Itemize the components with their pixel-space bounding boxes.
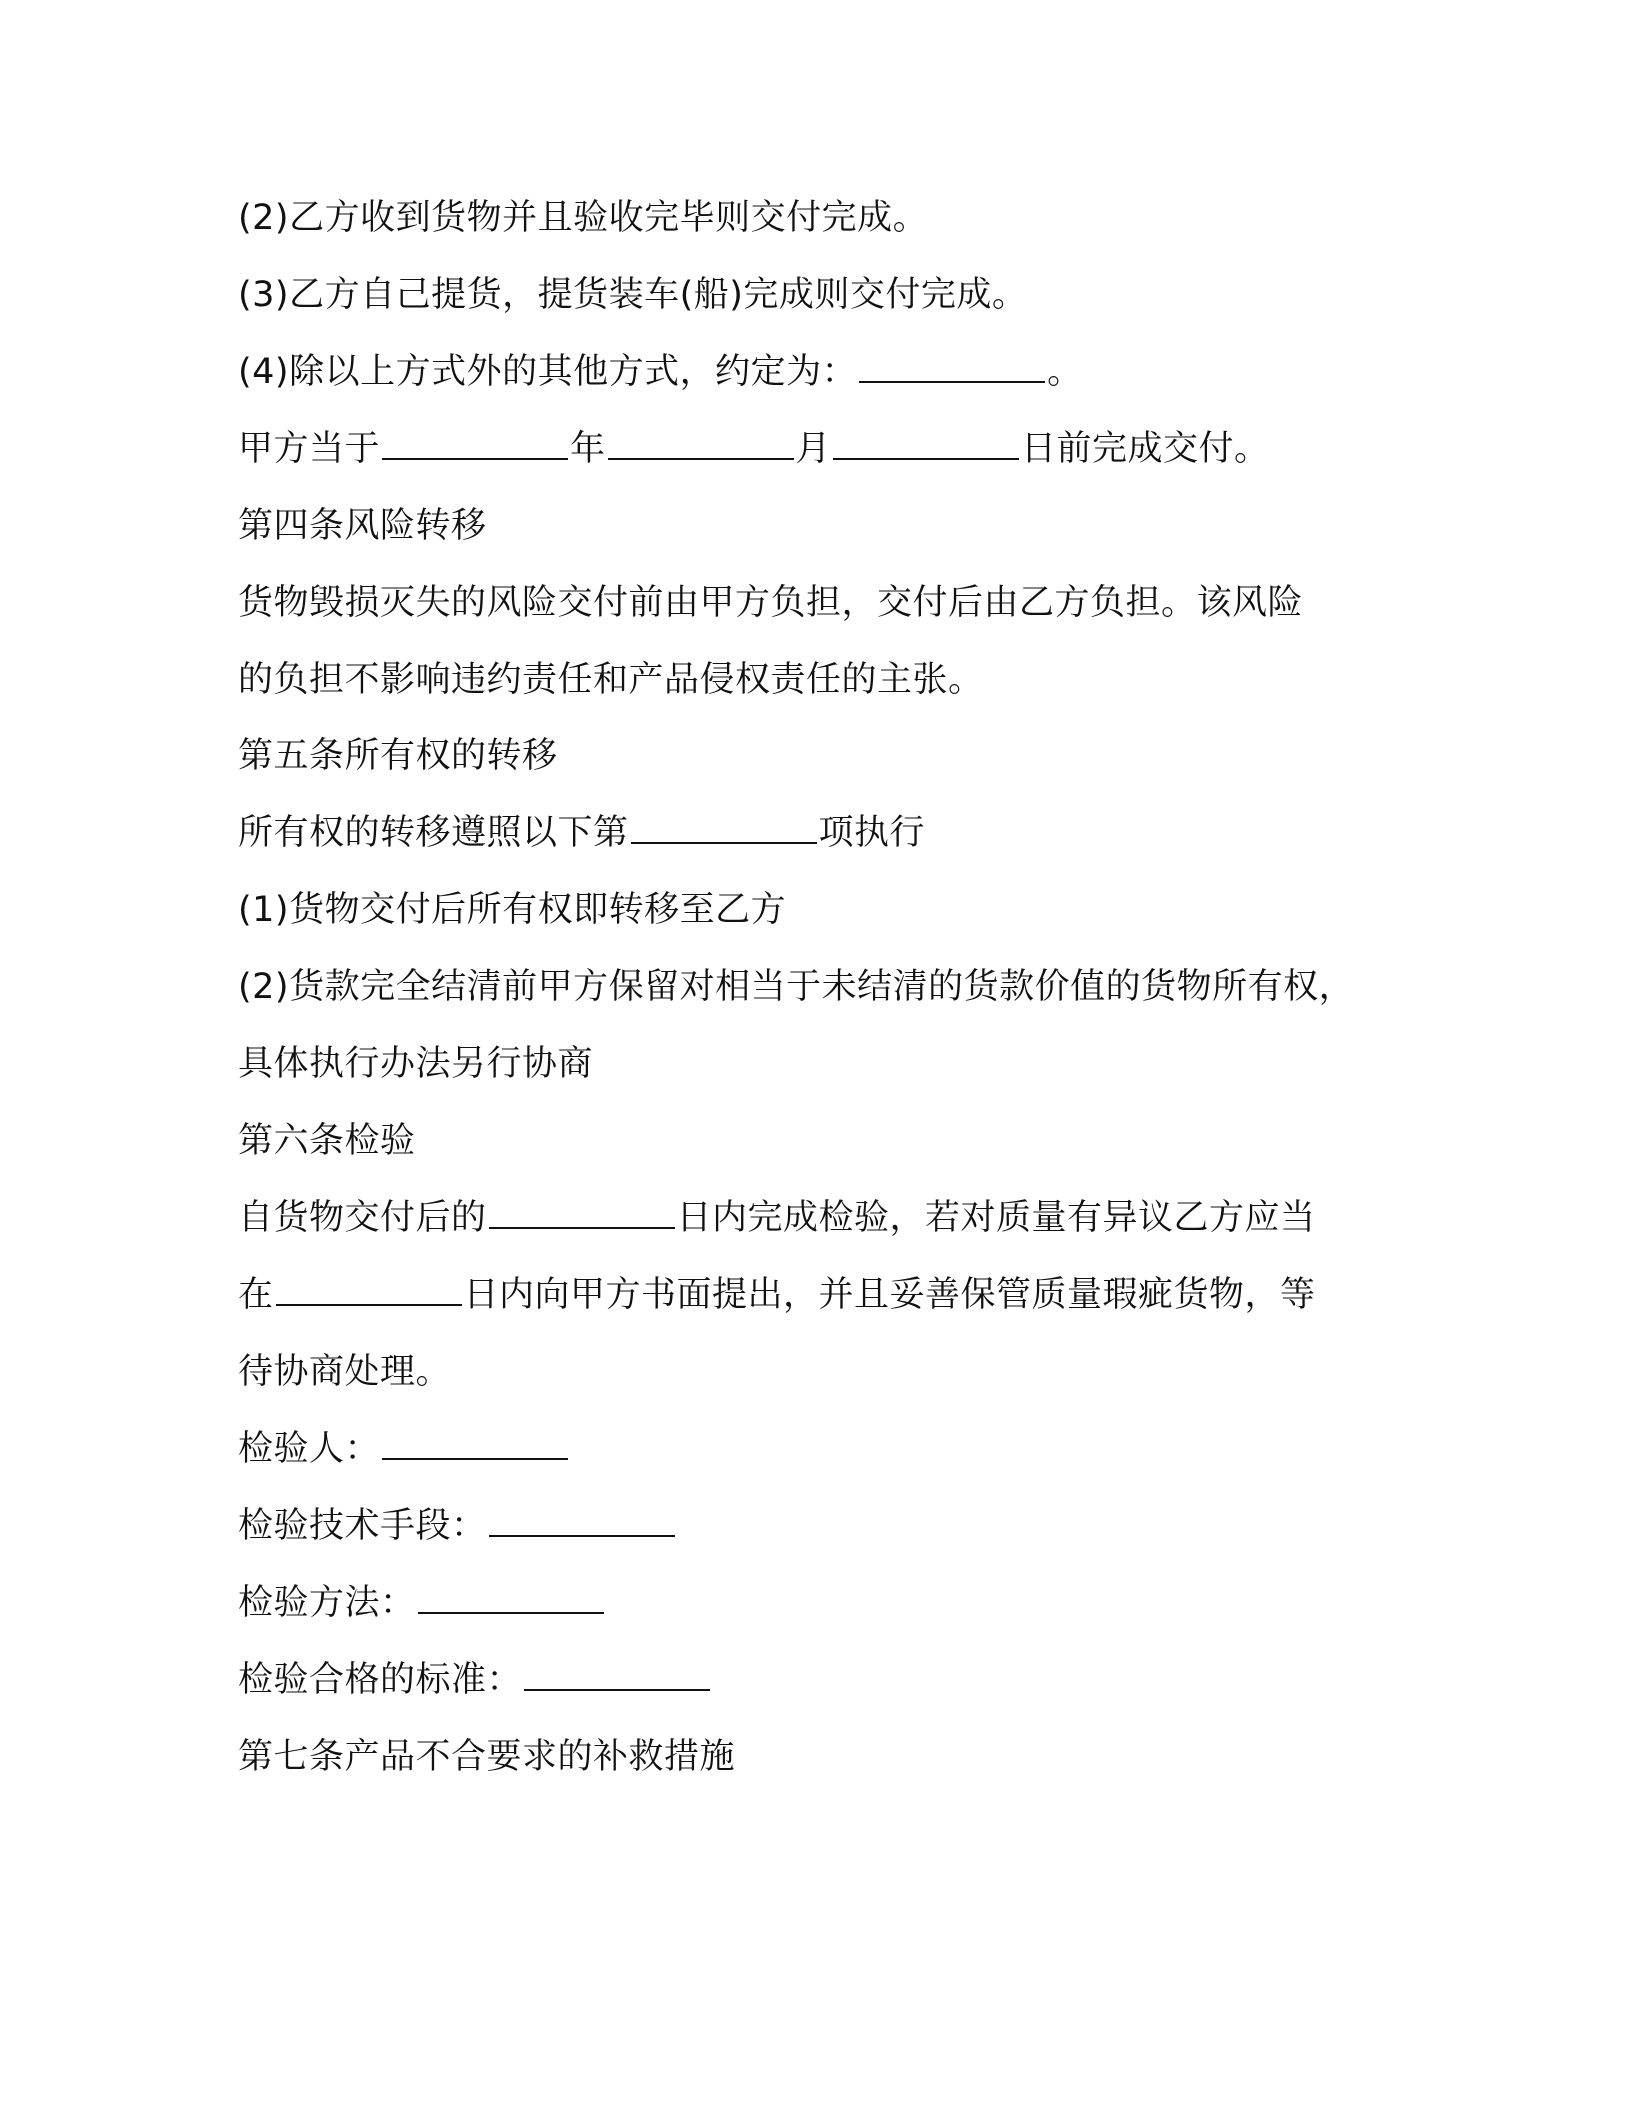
ownership-choice-line <box>238 811 925 855</box>
section-heading-article-5: 第五条所有权的转移 <box>238 736 558 776</box>
clause-text: 甲方当于 <box>238 429 381 469</box>
clause-text: 自货物交付后的 <box>238 1198 487 1238</box>
inspection-standard-line <box>238 1658 712 1702</box>
blank-day <box>833 430 1019 460</box>
field-label: 检验合格的标准： <box>238 1660 523 1700</box>
risk-paragraph-line-1: 货物毁损灭失的风险交付前由甲方负担，交付后由乙方负担。该风险 <box>238 583 1304 623</box>
blank-field <box>631 814 817 844</box>
field-label: 检验人： <box>238 1429 381 1469</box>
inspection-technique-line <box>238 1504 677 1548</box>
blank-field <box>418 1584 604 1614</box>
inspector-line <box>238 1427 570 1471</box>
blank-year <box>382 430 568 460</box>
clause-text: 年 <box>570 429 606 469</box>
clause-text: 项执行 <box>818 813 926 853</box>
clause-text: 。 <box>1047 352 1083 392</box>
clause-text: 日前完成交付。 <box>1021 429 1270 469</box>
inspection-method-line <box>238 1581 606 1625</box>
field-label: 检验技术手段： <box>238 1506 487 1546</box>
clause-text: (4)除以上方式外的其他方式，约定为： <box>238 352 858 392</box>
clause-text: 日内向甲方书面提出，并且妥善保管质量瑕疵货物，等 <box>463 1275 1316 1315</box>
clause-delivery-item-4 <box>238 350 1083 394</box>
section-heading-article-6: 第六条检验 <box>238 1121 416 1161</box>
clause-text: 月 <box>795 429 832 469</box>
blank-field <box>489 1199 675 1229</box>
section-heading-article-7: 第七条产品不合要求的补救措施 <box>238 1737 736 1777</box>
inspection-paragraph-line-2 <box>238 1273 1316 1317</box>
blank-field <box>382 1430 568 1460</box>
clause-delivery-item-3: (3)乙方自己提货，提货装车(船)完成则交付完成。 <box>238 275 1028 315</box>
clause-text: 日内完成检验，若对质量有异议乙方应当 <box>676 1198 1316 1238</box>
clause-text: 所有权的转移遵照以下第 <box>238 813 629 853</box>
blank-field <box>489 1507 675 1537</box>
inspection-paragraph-line-1 <box>238 1196 1316 1240</box>
field-label: 检验方法： <box>238 1583 416 1623</box>
clause-delivery-item-2: (2)乙方收到货物并且验收完毕则交付完成。 <box>238 198 929 238</box>
delivery-date-line <box>238 427 1270 471</box>
blank-month <box>608 430 794 460</box>
ownership-item-2-line-2: 具体执行办法另行协商 <box>238 1044 594 1084</box>
ownership-item-1: (1)货物交付后所有权即转移至乙方 <box>238 890 787 930</box>
risk-paragraph-line-2: 的负担不影响违约责任和产品侵权责任的主张。 <box>238 660 984 700</box>
blank-field <box>859 353 1045 383</box>
blank-field <box>276 1276 462 1306</box>
clause-text: 在 <box>238 1275 274 1315</box>
inspection-paragraph-line-3: 待协商处理。 <box>238 1352 452 1392</box>
section-heading-article-4: 第四条风险转移 <box>238 506 487 546</box>
blank-field <box>524 1661 710 1691</box>
ownership-item-2-line-1: (2)货款完全结清前甲方保留对相当于未结清的货款价值的货物所有权， <box>238 967 1355 1007</box>
